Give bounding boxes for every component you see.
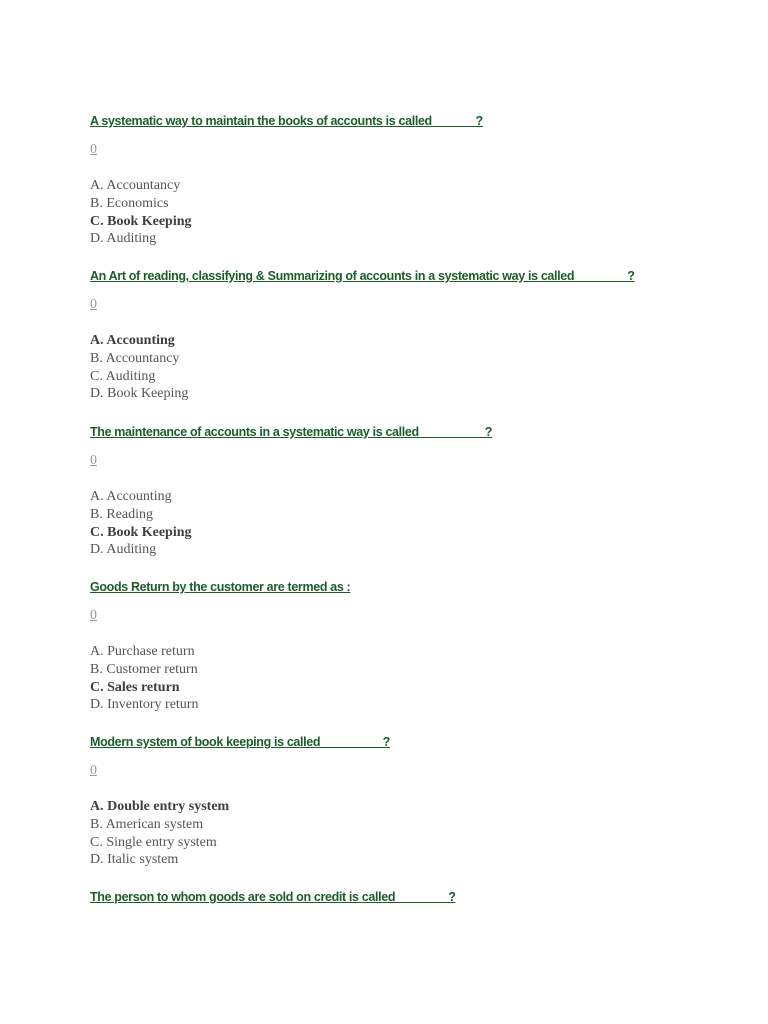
option-list	[90, 643, 350, 714]
question-text: An Art of reading, classifying & Summarizing of accounts in a systematic way is called ?	[90, 269, 635, 283]
question-block-6	[90, 889, 456, 905]
option-list	[90, 177, 483, 248]
option-d: D. Book Keeping	[90, 386, 189, 402]
option-c-correct: C. Sales return	[90, 679, 180, 695]
option-b: B. Customer return	[90, 661, 198, 677]
option-c: C. Auditing	[90, 368, 156, 384]
question-text: Goods Return by the customer are termed as :	[90, 580, 351, 594]
option-d: D. Inventory return	[90, 697, 199, 713]
option-b: B. American system	[90, 816, 204, 832]
option-a: A. Accounting	[90, 489, 172, 504]
option-c-correct: C. Book Keeping	[90, 524, 192, 540]
option-d: D. Auditing	[90, 231, 157, 247]
option-list	[90, 488, 492, 559]
score-link[interactable]: 0	[90, 142, 97, 157]
score-link[interactable]: 0	[90, 297, 97, 312]
question-text: Modern system of book keeping is called ?	[90, 735, 390, 749]
option-a-correct: A. Double entry system	[90, 799, 230, 814]
question-block-3	[90, 424, 492, 559]
question-text: The maintenance of accounts in a systematic way is called__________?	[90, 425, 493, 439]
question-block-2	[90, 268, 635, 403]
question-text: The person to whom goods are sold on credit is called ?	[90, 890, 456, 904]
option-c-correct: C. Book Keeping	[90, 213, 192, 229]
question-block-1	[90, 113, 483, 248]
option-list	[90, 798, 390, 869]
option-a: A. Accountancy	[90, 178, 181, 193]
option-b: B. Reading	[90, 506, 153, 522]
score-link[interactable]: 0	[90, 453, 97, 468]
question-text: A systematic way to maintain the books of accounts is called ?	[90, 114, 483, 128]
option-a-correct: A. Accounting	[90, 333, 175, 348]
score-link[interactable]: 0	[90, 763, 97, 778]
option-d: D. Italic system	[90, 852, 179, 868]
score-link[interactable]: 0	[90, 608, 97, 623]
option-a: A. Purchase return	[90, 644, 195, 659]
option-d: D. Auditing	[90, 542, 157, 558]
option-b: B. Economics	[90, 195, 169, 211]
option-c: C. Single entry system	[90, 834, 217, 850]
question-block-5	[90, 734, 390, 869]
question-block-4	[90, 579, 350, 714]
option-list	[90, 332, 635, 403]
option-b: B. Accountancy	[90, 350, 180, 366]
